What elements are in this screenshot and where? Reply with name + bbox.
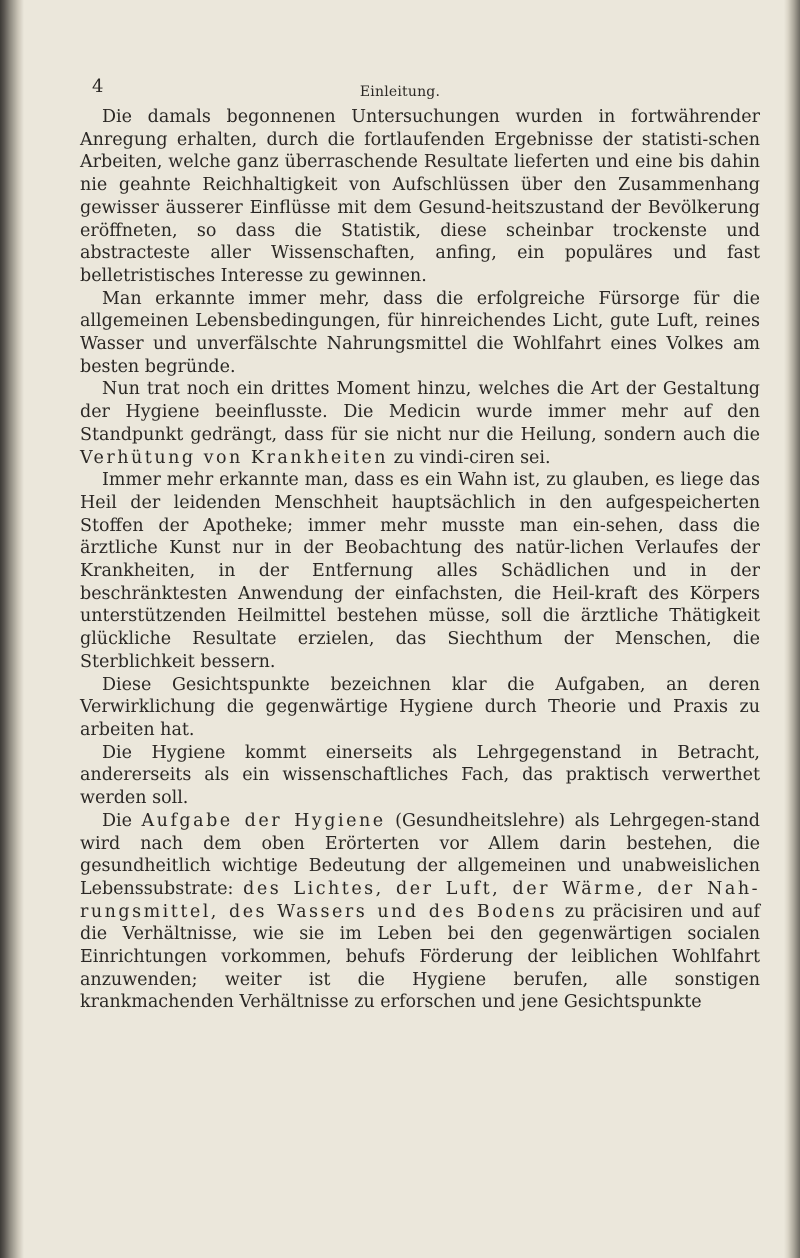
text-run: zu vindi-ciren sei. — [388, 447, 551, 468]
paragraph: Die damals begonnenen Untersuchungen wurden in fortwährender Anregung erhalten, durch die fortlaufenden Ergebnisse der statisti-schen Arbeiten, welche ganz überraschende Resultate lieferten und eine bis dahin nie geahnte Reichhaltigkeit von Aufschlüssen über den Zusammenhang gewisser äusserer Einflüsse mit dem Gesund-heitszustand der Bevölkerung eröffneten, so dass die Statistik, diese scheinbar trockenste und abstracteste aller Wissenschaften, anfing, ein populäres und fast belletristisches Interesse zu gewinnen. — [80, 107, 760, 286]
paragraph — [80, 378, 760, 469]
spaced-emphasis: Verhütung von Krankheiten — [80, 447, 389, 468]
paragraph: Diese Gesichtspunkte bezeichnen klar die Aufgaben, an deren Verwirklichung die gegenwärtige Hygiene durch Theorie und Praxis zu arbeiten hat. — [80, 674, 760, 740]
paragraph: Immer mehr erkannte man, dass es ein Wahn ist, zu glauben, es liege das Heil der leidenden Menschheit hauptsächlich in den aufgespeicherten Stoffen der Apotheke; immer mehr musste man ein-sehen, dass die ärztliche Kunst nur in der Beobachtung des natür-lichen Verlaufes der Krankheiten, in der Entfernung alles Schädlichen und in der beschränktesten Anwendung der einfachsten, die Heil-kraft des Körpers unterstützenden Heilmittel bestehen müsse, soll die ärztliche Thätigkeit glückliche Resultate erzielen, das Siechthum der Menschen, die Sterblichkeit bessern. — [80, 470, 760, 672]
text-run: (Gesundheitslehre) als Lehrgegen-stand wird nach dem oben Erörterten vor Allem darin bestehen, die gesundheitlich wichtige Bedeutung der allgemeinen und unabweislichen Lebenssubstrate: — [80, 810, 761, 899]
paragraph: Die Hygiene kommt einerseits als Lehrgegenstand in Betracht, andererseits als ein wissenschaftliches Fach, das praktisch verwerthet werden soll. — [80, 742, 760, 809]
text-run: Die — [102, 810, 142, 831]
text-run: zu präcisiren und auf die Verhältnisse, wie sie im Leben bei den gegenwärtigen socialen Einrichtungen vorkommen, behufs Förderung der leiblichen Wohlfahrt anzuwenden; weiter ist die Hygiene berufen, alle sonstigen krankmachenden Verhältnisse zu erforschen und jene Gesichtspunkte — [80, 901, 760, 1013]
spaced-emphasis: des Lichtes, der Luft, der Wärme, der Nah-rungsmittel, des Wassers und des Bodens — [80, 878, 760, 922]
page-number: 4 — [92, 76, 104, 97]
paragraph: Man erkannte immer mehr, dass die erfolgreiche Fürsorge für die allgemeinen Lebensbedingungen, für hinreichendes Licht, gute Luft, reines Wasser und unverfälschte Nahrungsmittel die Wohlfahrt eines Volkes am besten begründe. — [80, 288, 760, 377]
running-head: Einleitung. — [359, 84, 441, 100]
paragraph — [80, 810, 760, 1014]
scan-page-edge — [784, 0, 800, 1258]
spaced-emphasis: Aufgabe der Hygiene — [141, 810, 386, 831]
text-run: Nun trat noch ein drittes Moment hinzu, welches die Art der Gestaltung der Hygiene beeinflusste. Die Medicin wurde immer mehr auf den Standpunkt gedrängt, dass für sie nicht nur die Heilung, sondern auch die — [80, 379, 760, 445]
body-text — [80, 106, 760, 1014]
scan-binding-edge — [0, 0, 24, 1258]
